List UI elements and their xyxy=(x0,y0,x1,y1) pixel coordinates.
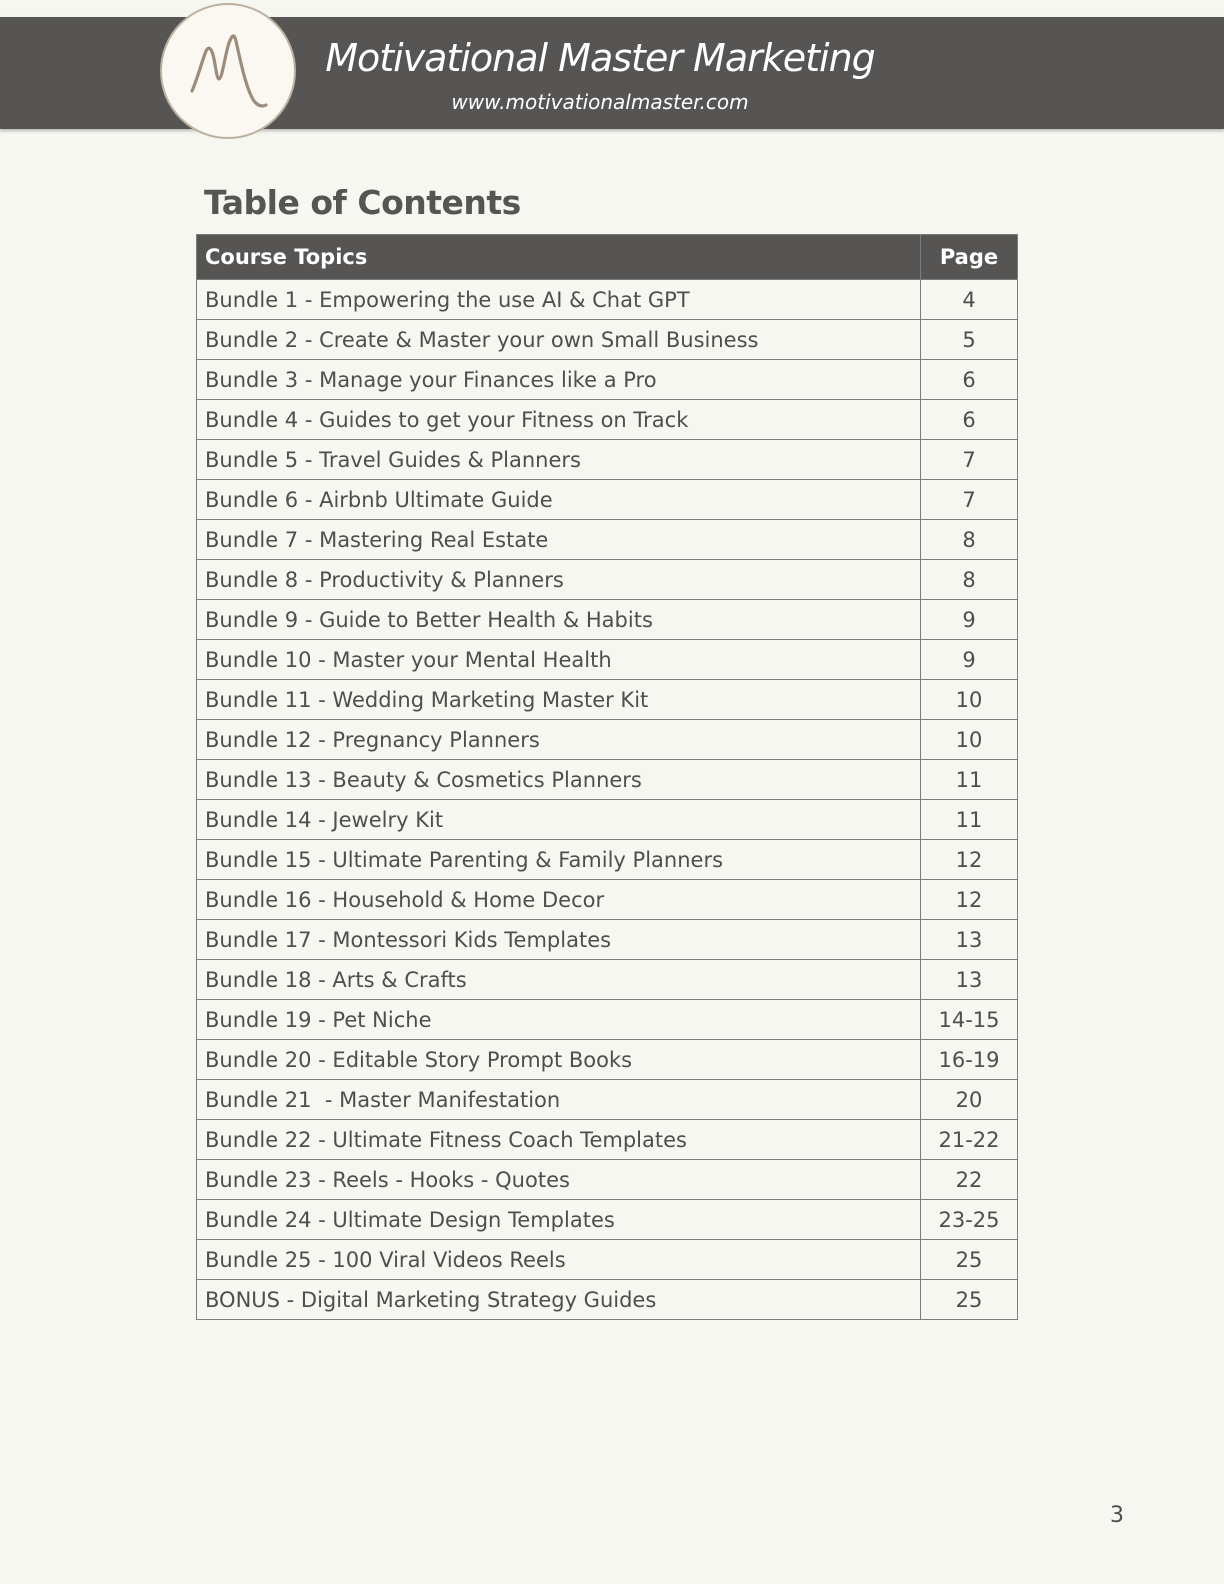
topic-cell: Bundle 7 - Mastering Real Estate xyxy=(197,520,921,560)
topic-cell: Bundle 15 - Ultimate Parenting & Family Planners xyxy=(197,840,921,880)
topic-cell: Bundle 12 - Pregnancy Planners xyxy=(197,720,921,760)
page-cell: 25 xyxy=(921,1240,1018,1280)
topic-cell: Bundle 21 - Master Manifestation xyxy=(197,1080,921,1120)
logo-m-icon xyxy=(162,5,294,137)
page-cell: 9 xyxy=(921,600,1018,640)
table-row xyxy=(197,1040,1018,1080)
table-row xyxy=(197,560,1018,600)
table-row xyxy=(197,800,1018,840)
table-row xyxy=(197,1160,1018,1200)
topic-cell: Bundle 10 - Master your Mental Health xyxy=(197,640,921,680)
topic-cell: Bundle 8 - Productivity & Planners xyxy=(197,560,921,600)
toc-heading: Table of Contents xyxy=(204,183,521,222)
topic-cell: Bundle 4 - Guides to get your Fitness on Track xyxy=(197,400,921,440)
column-header-page: Page xyxy=(921,235,1018,280)
topic-cell: Bundle 3 - Manage your Finances like a Pro xyxy=(197,360,921,400)
page-cell: 8 xyxy=(921,560,1018,600)
page-cell: 11 xyxy=(921,800,1018,840)
toc-header-row xyxy=(197,235,1018,280)
page-cell: 6 xyxy=(921,400,1018,440)
table-row xyxy=(197,440,1018,480)
page-number: 3 xyxy=(1110,1503,1124,1528)
topic-cell: Bundle 13 - Beauty & Cosmetics Planners xyxy=(197,760,921,800)
topic-cell: Bundle 16 - Household & Home Decor xyxy=(197,880,921,920)
topic-cell: Bundle 11 - Wedding Marketing Master Kit xyxy=(197,680,921,720)
page-cell: 11 xyxy=(921,760,1018,800)
table-row xyxy=(197,320,1018,360)
topic-cell: Bundle 9 - Guide to Better Health & Habits xyxy=(197,600,921,640)
page-cell: 7 xyxy=(921,440,1018,480)
page-cell: 13 xyxy=(921,920,1018,960)
page-cell: 16-19 xyxy=(921,1040,1018,1080)
topic-cell: Bundle 6 - Airbnb Ultimate Guide xyxy=(197,480,921,520)
site-title: Motivational Master Marketing xyxy=(325,36,875,80)
table-row xyxy=(197,680,1018,720)
page-cell: 25 xyxy=(921,1280,1018,1320)
table-row xyxy=(197,840,1018,880)
table-row xyxy=(197,280,1018,320)
topic-cell: Bundle 22 - Ultimate Fitness Coach Templates xyxy=(197,1120,921,1160)
topic-cell: Bundle 5 - Travel Guides & Planners xyxy=(197,440,921,480)
page-cell: 14-15 xyxy=(921,1000,1018,1040)
page-cell: 22 xyxy=(921,1160,1018,1200)
topic-cell: Bundle 19 - Pet Niche xyxy=(197,1000,921,1040)
table-row xyxy=(197,1000,1018,1040)
table-row xyxy=(197,640,1018,680)
topic-cell: Bundle 2 - Create & Master your own Small Business xyxy=(197,320,921,360)
table-row xyxy=(197,1080,1018,1120)
table-row xyxy=(197,1280,1018,1320)
topic-cell: Bundle 20 - Editable Story Prompt Books xyxy=(197,1040,921,1080)
topic-cell: BONUS - Digital Marketing Strategy Guides xyxy=(197,1280,921,1320)
page-cell: 8 xyxy=(921,520,1018,560)
table-row xyxy=(197,480,1018,520)
table-row xyxy=(197,960,1018,1000)
topic-cell: Bundle 14 - Jewelry Kit xyxy=(197,800,921,840)
page-cell: 10 xyxy=(921,680,1018,720)
page-cell: 20 xyxy=(921,1080,1018,1120)
table-row xyxy=(197,600,1018,640)
topic-cell: Bundle 24 - Ultimate Design Templates xyxy=(197,1200,921,1240)
table-row xyxy=(197,760,1018,800)
table-row xyxy=(197,1240,1018,1280)
page-cell: 13 xyxy=(921,960,1018,1000)
topic-cell: Bundle 25 - 100 Viral Videos Reels xyxy=(197,1240,921,1280)
page-cell: 12 xyxy=(921,880,1018,920)
page-cell: 6 xyxy=(921,360,1018,400)
table-row xyxy=(197,400,1018,440)
topic-cell: Bundle 17 - Montessori Kids Templates xyxy=(197,920,921,960)
table-row xyxy=(197,880,1018,920)
topic-cell: Bundle 18 - Arts & Crafts xyxy=(197,960,921,1000)
page-cell: 5 xyxy=(921,320,1018,360)
toc-body xyxy=(197,280,1018,1320)
table-row xyxy=(197,1120,1018,1160)
site-url[interactable]: www.motivationalmaster.com xyxy=(451,90,749,114)
table-row xyxy=(197,920,1018,960)
page-cell: 12 xyxy=(921,840,1018,880)
page-cell: 23-25 xyxy=(921,1200,1018,1240)
table-row xyxy=(197,720,1018,760)
table-row xyxy=(197,360,1018,400)
table-row xyxy=(197,520,1018,560)
page-cell: 9 xyxy=(921,640,1018,680)
logo xyxy=(160,3,296,139)
page-cell: 7 xyxy=(921,480,1018,520)
page-cell: 10 xyxy=(921,720,1018,760)
topic-cell: Bundle 23 - Reels - Hooks - Quotes xyxy=(197,1160,921,1200)
column-header-topics: Course Topics xyxy=(197,235,921,280)
topic-cell: Bundle 1 - Empowering the use AI & Chat GPT xyxy=(197,280,921,320)
table-row xyxy=(197,1200,1018,1240)
page-cell: 4 xyxy=(921,280,1018,320)
page-cell: 21-22 xyxy=(921,1120,1018,1160)
toc-table xyxy=(196,234,1018,1320)
